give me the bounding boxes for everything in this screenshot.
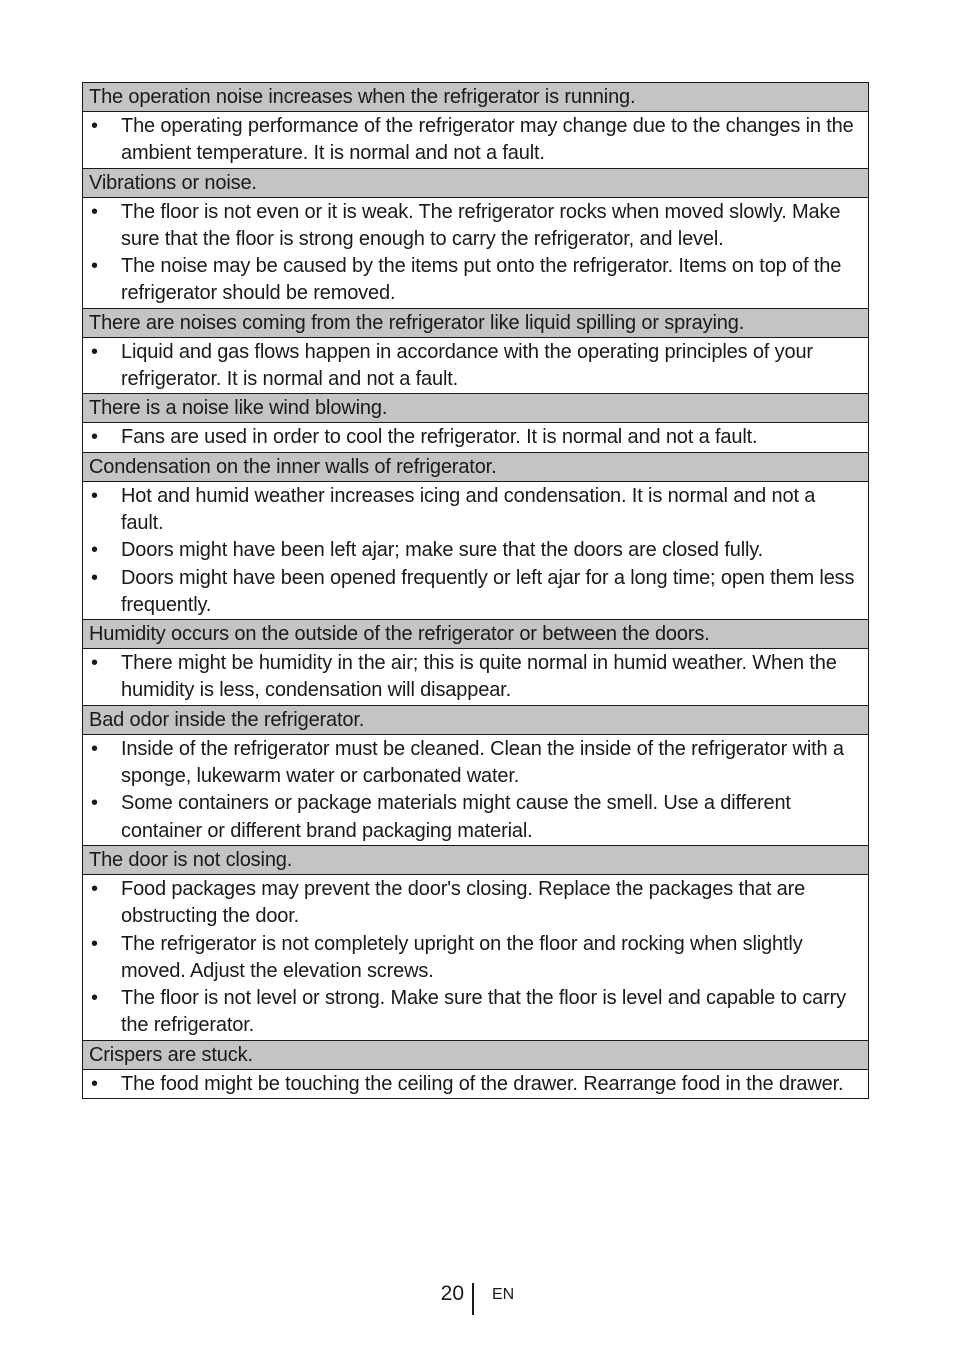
problem-heading: There is a noise like wind blowing. bbox=[83, 394, 869, 423]
solution-cell bbox=[83, 1069, 869, 1098]
bullet-icon: • bbox=[91, 115, 98, 137]
solution-row bbox=[83, 423, 869, 452]
solution-item bbox=[89, 537, 862, 564]
solution-text: The refrigerator is not completely upright on the floor and rocking when slightly moved. Adjust the elevation screws. bbox=[121, 932, 803, 982]
bullet-icon: • bbox=[91, 1072, 98, 1095]
solution-cell bbox=[83, 112, 869, 169]
solution-item bbox=[89, 565, 862, 620]
solution-item bbox=[89, 253, 862, 308]
bullet-icon: • bbox=[91, 987, 98, 1010]
bullet-icon: • bbox=[91, 539, 98, 562]
problem-heading: There are noises coming from the refrigerator like liquid spilling or spraying. bbox=[83, 308, 869, 337]
solution-cell bbox=[83, 197, 869, 308]
problem-row bbox=[83, 1040, 869, 1069]
problem-heading: Bad odor inside the refrigerator. bbox=[83, 705, 869, 734]
problem-row bbox=[83, 394, 869, 423]
solution-text: The floor is not level or strong. Make sure that the floor is level and capable to carry the refrigerator. bbox=[121, 987, 846, 1037]
solution-item bbox=[89, 790, 862, 845]
footer-divider bbox=[472, 1283, 474, 1315]
solution-item bbox=[89, 483, 862, 538]
troubleshooting-body bbox=[83, 83, 869, 1099]
bullet-icon: • bbox=[91, 484, 98, 507]
problem-row bbox=[83, 168, 869, 197]
solution-list bbox=[89, 650, 862, 705]
solution-text: The noise may be caused by the items put onto the refrigerator. Items on top of the refrigerator should be removed. bbox=[121, 255, 842, 305]
solution-row bbox=[83, 649, 869, 706]
bullet-icon: • bbox=[91, 566, 98, 589]
problem-heading: Humidity occurs on the outside of the refrigerator or between the doors. bbox=[83, 620, 869, 649]
problem-row bbox=[83, 83, 869, 112]
solution-text: Doors might have been opened frequently or left ajar for a long time; open them less frequently. bbox=[121, 566, 855, 616]
solution-item bbox=[89, 199, 862, 254]
solution-cell bbox=[83, 481, 869, 619]
solution-text: Some containers or package materials might cause the smell. Use a different container or different brand packaging material. bbox=[121, 792, 791, 842]
solution-item bbox=[89, 650, 862, 705]
solution-row bbox=[83, 734, 869, 845]
solution-text: Hot and humid weather increases icing and condensation. It is normal and not a fault. bbox=[121, 484, 816, 534]
solution-list bbox=[89, 876, 862, 1040]
solution-row bbox=[83, 1069, 869, 1098]
solution-row bbox=[83, 112, 869, 169]
solution-row bbox=[83, 481, 869, 619]
solution-item bbox=[89, 876, 862, 931]
bullet-icon: • bbox=[91, 340, 98, 363]
bullet-icon: • bbox=[91, 877, 98, 900]
problem-row bbox=[83, 308, 869, 337]
solution-list bbox=[89, 424, 862, 451]
bullet-icon: • bbox=[91, 652, 98, 675]
solution-cell bbox=[83, 337, 869, 394]
solution-list bbox=[89, 199, 862, 308]
solution-row bbox=[83, 197, 869, 308]
bullet-icon: • bbox=[91, 426, 98, 449]
problem-row bbox=[83, 620, 869, 649]
solution-text: The food might be touching the ceiling of the drawer. Rearrange food in the drawer. bbox=[121, 1072, 844, 1095]
solution-list bbox=[89, 113, 862, 168]
problem-row bbox=[83, 845, 869, 874]
solution-list bbox=[89, 736, 862, 845]
solution-text: There might be humidity in the air; this is quite normal in humid weather. When the humidity is less, condensation will disappear. bbox=[121, 652, 837, 702]
problem-row bbox=[83, 705, 869, 734]
solution-text: Food packages may prevent the door's closing. Replace the packages that are obstructing the door. bbox=[121, 877, 806, 928]
problem-row bbox=[83, 452, 869, 481]
solution-list bbox=[89, 1071, 862, 1098]
solution-item bbox=[89, 339, 862, 394]
solution-text: Fans are used in order to cool the refrigerator. It is normal and not a fault. bbox=[121, 426, 758, 449]
problem-heading: The operation noise increases when the refrigerator is running. bbox=[83, 83, 869, 112]
problem-heading: Crispers are stuck. bbox=[83, 1040, 869, 1069]
bullet-icon: • bbox=[91, 932, 98, 955]
solution-item bbox=[89, 113, 862, 168]
solution-row bbox=[83, 874, 869, 1040]
solution-list bbox=[89, 339, 862, 394]
bullet-icon: • bbox=[91, 255, 98, 278]
problem-heading: Condensation on the inner walls of refrigerator. bbox=[83, 452, 869, 481]
page-number: 20 bbox=[440, 1282, 464, 1305]
bullet-icon: • bbox=[91, 792, 98, 815]
bullet-icon: • bbox=[91, 737, 98, 760]
solution-row bbox=[83, 337, 869, 394]
solution-cell bbox=[83, 734, 869, 845]
solution-item bbox=[89, 1071, 862, 1098]
solution-item bbox=[89, 985, 862, 1040]
solution-item bbox=[89, 931, 862, 986]
solution-item bbox=[89, 736, 862, 791]
solution-text: The operating performance of the refrigerator may change due to the changes in the ambient temperature. It is normal and not a fault. bbox=[121, 115, 854, 165]
page-footer bbox=[0, 1280, 954, 1316]
solution-list bbox=[89, 483, 862, 619]
bullet-icon: • bbox=[91, 200, 98, 223]
problem-heading: The door is not closing. bbox=[83, 845, 869, 874]
solution-text: Doors might have been left ajar; make sure that the doors are closed fully. bbox=[121, 539, 764, 562]
language-code: EN bbox=[492, 1286, 515, 1303]
solution-text: The floor is not even or it is weak. The refrigerator rocks when moved slowly. Make sure that the floor is strong enough to carry the refrigerator, and level. bbox=[121, 200, 841, 250]
troubleshooting-table bbox=[82, 82, 869, 1099]
problem-heading: Vibrations or noise. bbox=[83, 168, 869, 197]
solution-cell bbox=[83, 649, 869, 706]
solution-cell bbox=[83, 423, 869, 452]
solution-text: Liquid and gas flows happen in accordance with the operating principles of your refrigerator. It is normal and not a fault. bbox=[121, 340, 813, 391]
solution-cell bbox=[83, 874, 869, 1040]
solution-text: Inside of the refrigerator must be cleaned. Clean the inside of the refrigerator with a sponge, lukewarm water or carbonated water. bbox=[121, 737, 844, 788]
solution-item bbox=[89, 424, 862, 451]
